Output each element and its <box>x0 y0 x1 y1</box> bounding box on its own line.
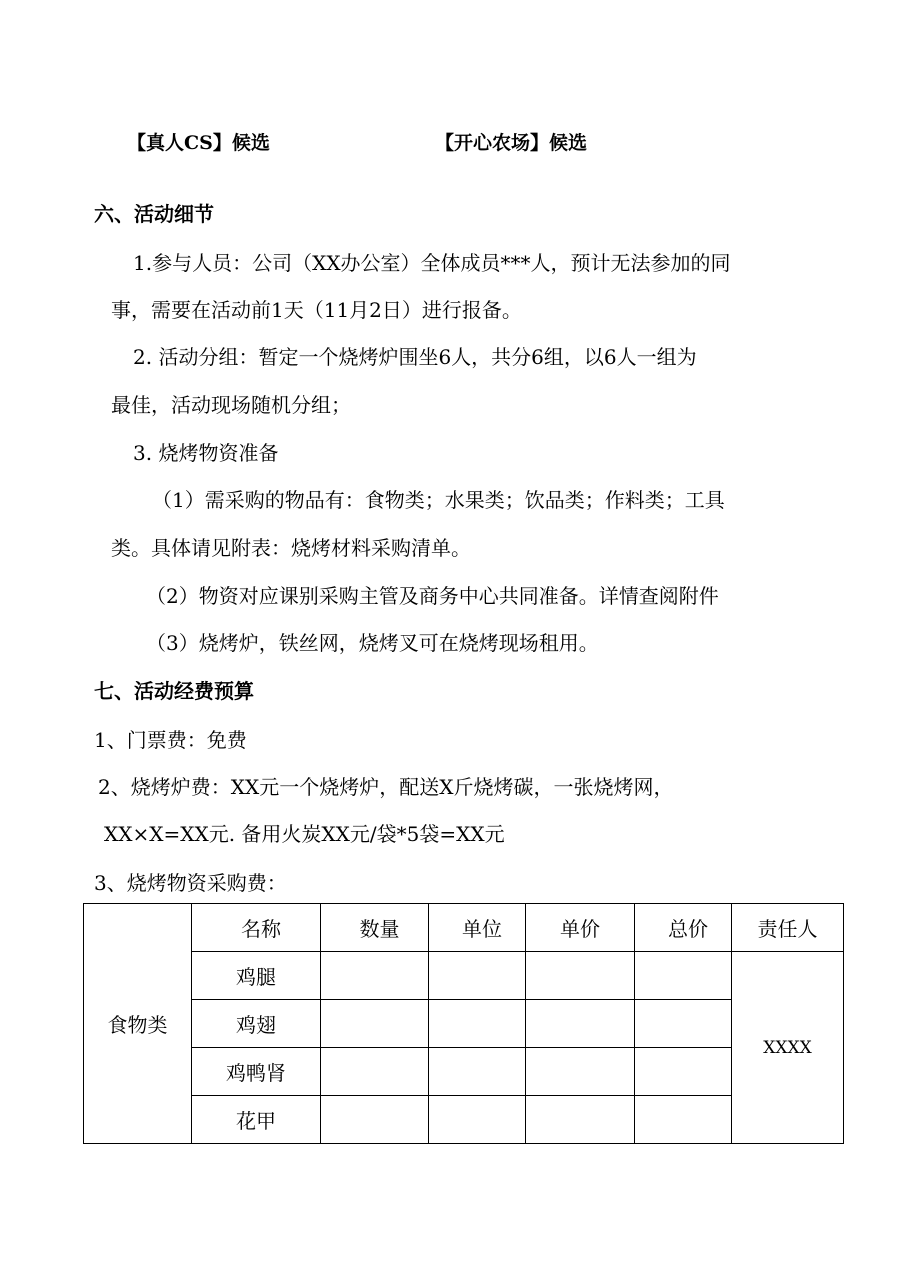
row-name: 花甲 <box>192 1096 321 1144</box>
table-row <box>84 1096 844 1144</box>
row-qty <box>321 1000 429 1048</box>
row-total <box>635 1000 732 1048</box>
row-qty <box>321 952 429 1000</box>
header-name: 名称 <box>192 904 321 952</box>
section6-item1-line2: 事，需要在活动前1天（11月2日）进行报备。 <box>111 298 522 322</box>
row-name: 鸡鸭肾 <box>192 1048 321 1096</box>
section7-item3: 3、烧烤物资采购费： <box>94 871 287 895</box>
row-qty <box>321 1048 429 1096</box>
section7-heading: 七、活动经费预算 <box>94 679 254 703</box>
candidate-real-cs: 【真人CS】候选 <box>127 132 270 154</box>
purchase-table <box>83 903 844 1144</box>
candidate-happy-farm: 【开心农场】候选 <box>435 132 588 154</box>
section7-item2-line1: 2、烧烤炉费：XX元一个烧烤炉，配送X斤烧烤碳，一张烧烤网， <box>98 775 674 799</box>
owner-cell: XXXX <box>732 952 844 1144</box>
section7-item2-line2: XX×X=XX元. 备用火炭XX元/袋*5袋=XX元 <box>104 822 505 846</box>
section6-sub2: （2）物资对应课别采购主管及商务中心共同准备。详情查阅附件 <box>146 584 719 608</box>
row-name: 鸡翅 <box>192 1000 321 1048</box>
table-row <box>84 1000 844 1048</box>
section6-sub1-line2: 类。具体请见附表：烧烤材料采购清单。 <box>111 536 471 560</box>
row-price <box>526 952 635 1000</box>
header-price: 单价 <box>526 904 635 952</box>
section7-item1: 1、门票费：免费 <box>94 728 247 752</box>
category-cell: 食物类 <box>84 904 192 1144</box>
section6-item3: 3. 烧烤物资准备 <box>133 441 279 465</box>
section6-item2-line2: 最佳，活动现场随机分组； <box>111 393 351 417</box>
section6-sub1-line1: （1）需采购的物品有：食物类；水果类；饮品类；作料类；工具 <box>152 488 725 512</box>
row-total <box>635 952 732 1000</box>
table-row <box>84 1048 844 1096</box>
table-row <box>84 952 844 1000</box>
section6-item2-line1: 2. 活动分组：暂定一个烧烤炉围坐6人，共分6组，以6人一组为 <box>133 345 697 369</box>
row-name: 鸡腿 <box>192 952 321 1000</box>
header-total: 总价 <box>635 904 732 952</box>
section6-sub3: （3）烧烤炉，铁丝网，烧烤叉可在烧烤现场租用。 <box>146 631 599 655</box>
row-unit <box>429 1096 526 1144</box>
row-unit <box>429 1048 526 1096</box>
header-unit: 单位 <box>429 904 526 952</box>
header-owner: 责任人 <box>732 904 844 952</box>
section6-item1-line1: 1.参与人员：公司（XX办公室）全体成员***人，预计无法参加的同 <box>133 251 731 275</box>
row-total <box>635 1096 732 1144</box>
row-total <box>635 1048 732 1096</box>
row-qty <box>321 1096 429 1144</box>
header-qty: 数量 <box>321 904 429 952</box>
row-price <box>526 1096 635 1144</box>
row-price <box>526 1000 635 1048</box>
row-unit <box>429 1000 526 1048</box>
table-header-row <box>84 904 844 952</box>
section6-heading: 六、活动细节 <box>94 202 214 226</box>
row-price <box>526 1048 635 1096</box>
row-unit <box>429 952 526 1000</box>
